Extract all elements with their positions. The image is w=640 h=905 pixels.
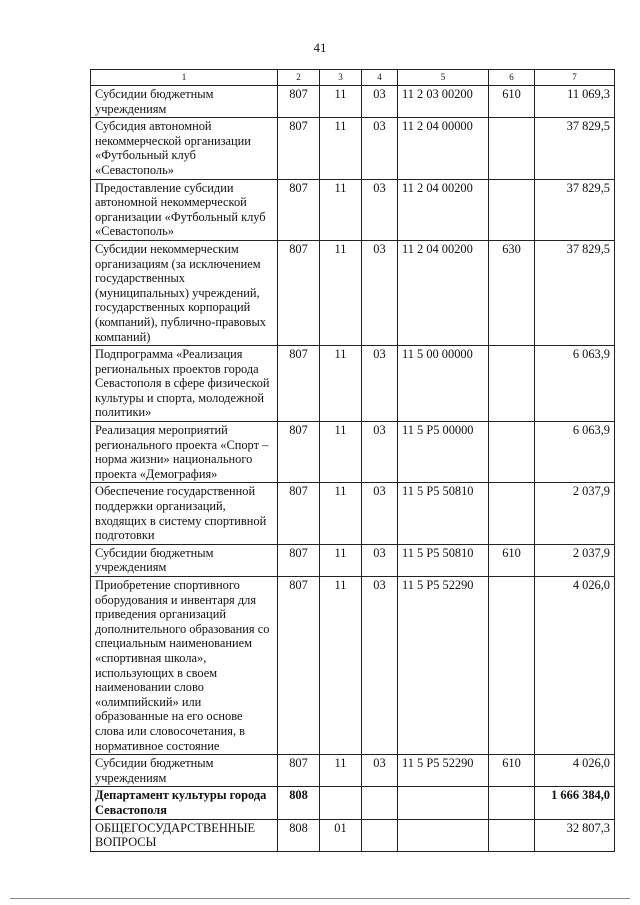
section-code-cell: 11 [320, 346, 362, 422]
ministry-code-cell: 808 [278, 787, 320, 819]
item-name-cell: Приобретение спортивного оборудования и инвентаря для приведения организаций дополнительного образования со специальным наименованием «спортивная школа», использующих в своем наименовании слово «олимпийский» или образованные на его основе слова или словосочетания, в нормативное состояние [91, 577, 278, 755]
table-row [91, 787, 615, 819]
amount-cell: 37 829,5 [535, 240, 615, 345]
ministry-code-cell: 808 [278, 819, 320, 851]
expense-type-cell [489, 179, 535, 240]
subsection-code-cell: 03 [362, 483, 398, 544]
subsection-code-cell: 03 [362, 179, 398, 240]
subsection-code-cell: 03 [362, 240, 398, 345]
item-name-cell: Подпрограмма «Реализация региональных проектов города Севастополя в сфере физической культуры и спорта, молодежной политики» [91, 346, 278, 422]
item-name-cell: Субсидия автономной некоммерческой организации «Футбольный клуб «Севастополь» [91, 118, 278, 179]
target-article-cell: 11 5 Р5 00000 [398, 422, 489, 483]
target-article-cell: 11 5 00 00000 [398, 346, 489, 422]
header-cell: 4 [362, 70, 398, 86]
item-name-cell: Субсидии бюджетным учреждениям [91, 86, 278, 118]
ministry-code-cell: 807 [278, 577, 320, 755]
table-row [91, 179, 615, 240]
section-code-cell: 11 [320, 755, 362, 787]
expense-type-cell [489, 118, 535, 179]
expense-type-cell: 610 [489, 86, 535, 118]
section-code-cell: 11 [320, 240, 362, 345]
header-cell: 3 [320, 70, 362, 86]
table-row [91, 86, 615, 118]
table-row [91, 118, 615, 179]
expense-type-cell [489, 346, 535, 422]
section-code-cell: 01 [320, 819, 362, 851]
ministry-code-cell: 807 [278, 755, 320, 787]
amount-cell: 6 063,9 [535, 422, 615, 483]
target-article-cell: 11 2 04 00000 [398, 118, 489, 179]
section-code-cell: 11 [320, 179, 362, 240]
subsection-code-cell: 03 [362, 544, 398, 576]
table-row [91, 422, 615, 483]
page-bottom-rule [10, 898, 630, 899]
section-code-cell: 11 [320, 86, 362, 118]
budget-table [90, 69, 615, 852]
item-name-cell: Субсидии бюджетным учреждениям [91, 544, 278, 576]
item-name-cell: Субсидии некоммерческим организациям (за исключением государственных (муниципальных) учреждений, государственных корпораций (компаний), публично-правовых компаний) [91, 240, 278, 345]
header-cell: 1 [91, 70, 278, 86]
item-name-cell: Реализация мероприятий регионального проекта «Спорт – норма жизни» национального проекта «Демография» [91, 422, 278, 483]
target-article-cell: 11 2 04 00200 [398, 179, 489, 240]
ministry-code-cell: 807 [278, 483, 320, 544]
subsection-code-cell: 03 [362, 577, 398, 755]
amount-cell: 4 026,0 [535, 755, 615, 787]
target-article-cell: 11 2 04 00200 [398, 240, 489, 345]
target-article-cell [398, 787, 489, 819]
header-cell: 6 [489, 70, 535, 86]
subsection-code-cell: 03 [362, 118, 398, 179]
item-name-cell: Субсидии бюджетным учреждениям [91, 755, 278, 787]
page-number: 41 [313, 40, 327, 55]
ministry-code-cell: 807 [278, 118, 320, 179]
subsection-code-cell: 03 [362, 86, 398, 118]
header-cell: 7 [535, 70, 615, 86]
target-article-cell: 11 5 Р5 52290 [398, 577, 489, 755]
expense-type-cell [489, 787, 535, 819]
table-row [91, 240, 615, 345]
target-article-cell [398, 819, 489, 851]
table-row [91, 755, 615, 787]
expense-type-cell [489, 422, 535, 483]
subsection-code-cell: 03 [362, 755, 398, 787]
ministry-code-cell: 807 [278, 544, 320, 576]
table-row [91, 346, 615, 422]
section-code-cell: 11 [320, 544, 362, 576]
table-header-row [91, 70, 615, 86]
ministry-code-cell: 807 [278, 422, 320, 483]
header-cell: 2 [278, 70, 320, 86]
amount-cell: 32 807,3 [535, 819, 615, 851]
subsection-code-cell: 03 [362, 346, 398, 422]
header-cell: 5 [398, 70, 489, 86]
expense-type-cell: 610 [489, 544, 535, 576]
subsection-code-cell [362, 819, 398, 851]
expense-type-cell: 630 [489, 240, 535, 345]
amount-cell: 6 063,9 [535, 346, 615, 422]
table-row [91, 819, 615, 851]
amount-cell: 2 037,9 [535, 544, 615, 576]
target-article-cell: 11 2 03 00200 [398, 86, 489, 118]
expense-type-cell [489, 819, 535, 851]
amount-cell: 37 829,5 [535, 118, 615, 179]
item-name-cell: Обеспечение государственной поддержки организаций, входящих в систему спортивной подготовки [91, 483, 278, 544]
amount-cell: 37 829,5 [535, 179, 615, 240]
amount-cell: 2 037,9 [535, 483, 615, 544]
amount-cell: 11 069,3 [535, 86, 615, 118]
subsection-code-cell: 03 [362, 422, 398, 483]
ministry-code-cell: 807 [278, 179, 320, 240]
target-article-cell: 11 5 Р5 50810 [398, 544, 489, 576]
ministry-code-cell: 807 [278, 240, 320, 345]
table-row [91, 483, 615, 544]
section-code-cell: 11 [320, 577, 362, 755]
expense-type-cell [489, 577, 535, 755]
table-row [91, 577, 615, 755]
section-code-cell: 11 [320, 118, 362, 179]
item-name-cell: Предоставление субсидии автономной некоммерческой организации «Футбольный клуб «Севастополь» [91, 179, 278, 240]
ministry-code-cell: 807 [278, 86, 320, 118]
item-name-cell: ОБЩЕГОСУДАРСТВЕННЫЕ ВОПРОСЫ [91, 819, 278, 851]
target-article-cell: 11 5 Р5 50810 [398, 483, 489, 544]
amount-cell: 4 026,0 [535, 577, 615, 755]
target-article-cell: 11 5 Р5 52290 [398, 755, 489, 787]
amount-cell: 1 666 384,0 [535, 787, 615, 819]
section-code-cell [320, 787, 362, 819]
expense-type-cell: 610 [489, 755, 535, 787]
expense-type-cell [489, 483, 535, 544]
section-code-cell: 11 [320, 483, 362, 544]
subsection-code-cell [362, 787, 398, 819]
item-name-cell: Департамент культуры города Севастополя [91, 787, 278, 819]
table-row [91, 544, 615, 576]
section-code-cell: 11 [320, 422, 362, 483]
ministry-code-cell: 807 [278, 346, 320, 422]
